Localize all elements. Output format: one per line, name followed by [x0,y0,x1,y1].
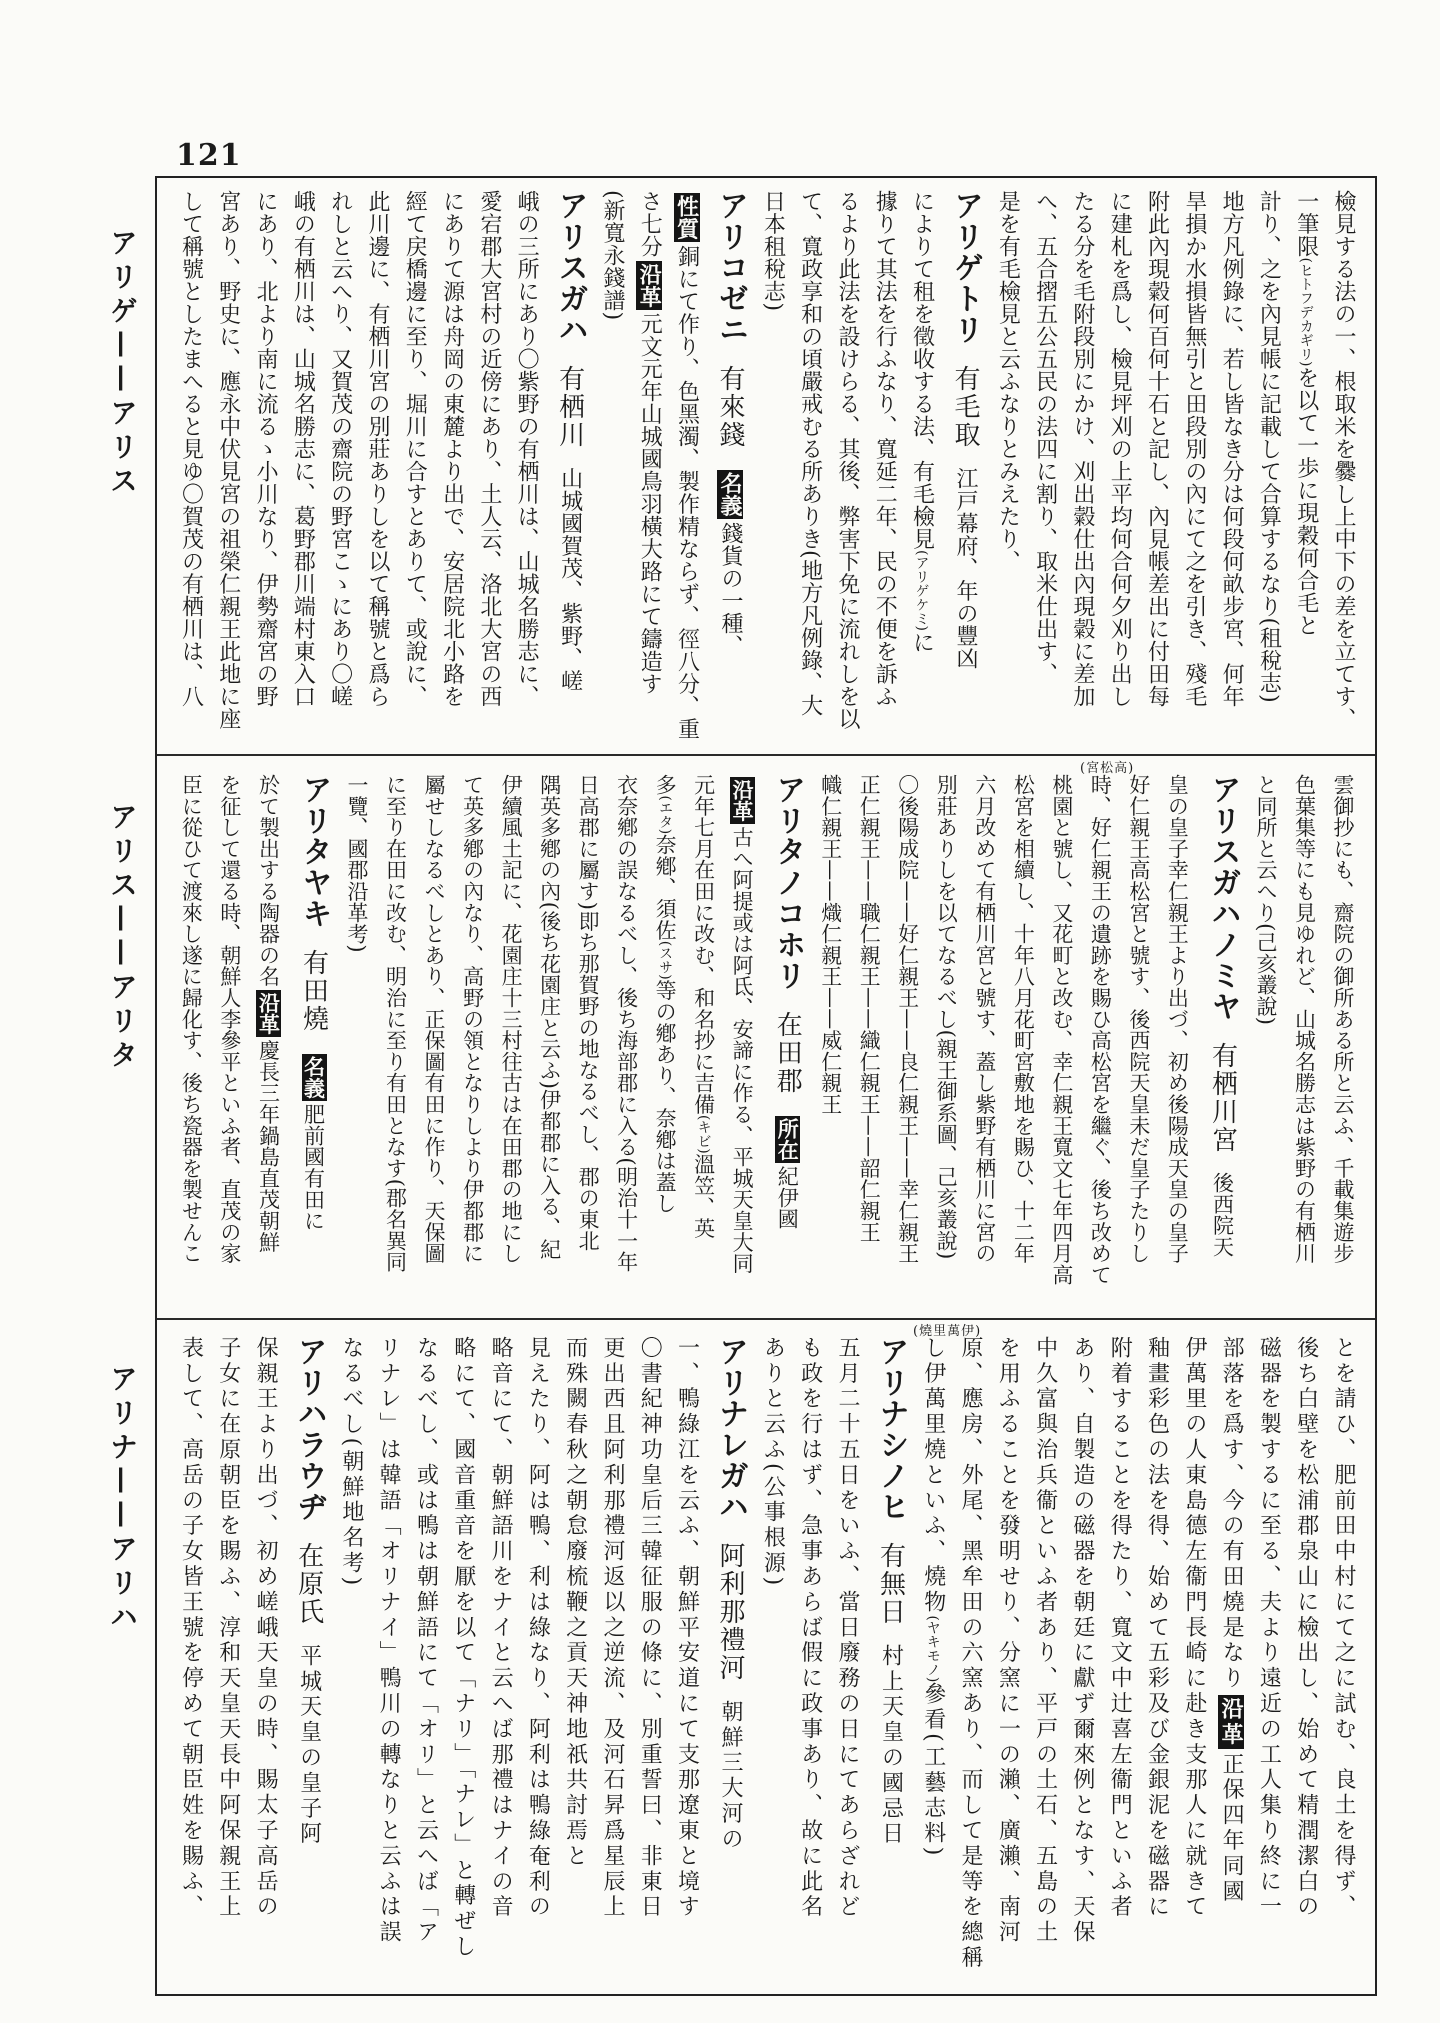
text-column [902,190,939,746]
entry-kanji: 阿利那禮河 [715,1542,746,1682]
reading-gloss: (スサ) [657,940,674,980]
entry-headword: アリハラウヂ [291,1336,327,1522]
text-column: なるべし、或は鴨は朝鮮語にて「オリ」と云へば「ア [413,1336,439,1946]
text-column: リナレ」は韓語「オリナイ」鴨川の轉なりと云ふは誤 [376,1336,402,1946]
text-column: 隅英多鄕の內(後ち花園庄と云ふ)伊都郡に入る、紀 [537,774,562,1260]
text-column: るより此法を設けらる、其後、弊害下免に流れしを以 [834,190,860,730]
text-column [645,774,684,1314]
text-band-middle [171,774,1361,1314]
entry-headword: アリナシノヒ [873,1336,909,1522]
entry-kanji: 有無日 [875,1542,906,1626]
body-text: 溫笠、英 [691,1153,716,1239]
text-column: を用ふることを發明せり、分窯に一の瀨、廣瀨、南河 [995,1336,1021,1946]
text-column: 檢見する法の一、根取米を爨し上中下の差を立てす、 [1331,190,1356,730]
entry-kanji: 有田燒 [298,949,329,1033]
text-column: て英多鄕の內なり、高野の領となりしより伊都郡に [460,774,485,1264]
body-text: 於て製出する陶器の名 [256,774,281,987]
text-column: に建札を爲し、檢見坪刈の上平均何合何夕刈り出し [1107,190,1133,708]
entry-heading-column [940,190,989,746]
text-column [667,190,704,746]
text-column: 幟仁親王——熾仁親王——威仁親王 [818,774,843,1115]
text-band-bottom [171,1336,1361,1990]
text-column: 磁器を製するに至る、夫より遠近の工人集り終に一 [1256,1336,1282,1921]
text-column: 日本租稅志) [760,190,786,312]
section-badge: 名義 [717,472,744,517]
running-head-middle: アリス——アリタ [106,802,139,1074]
band-divider [157,1318,1375,1320]
body-text: に [909,630,935,654]
text-column: 地方凡例錄に、若し皆なき分は何段何畝步宮、何年 [1219,190,1245,708]
body-text: 紀伊國 [775,1165,800,1230]
section-badge: 沿革 [730,779,756,822]
text-column: 一、鴨綠江を云ふ、朝鮮平安道にて支那遼東と境す [674,1336,700,1921]
text-column: 此川邊に、有栖川宮の別莊ありしを以て稱號と爲ら [364,190,390,708]
body-text: 肥前國有田に [301,1103,326,1232]
text-column: 色葉集等にも見ゆれど、山城名勝志は紫野の有栖川 [1292,774,1317,1264]
entry-heading-column [705,1336,754,1990]
body-text: 參看(工藝志料) [920,1682,946,1859]
entry-heading-column [705,190,754,746]
text-column [630,190,667,746]
body-text: 多 [653,774,678,796]
text-column: 日高郡に屬す)即ち那賀野の地なるべし、郡の東北 [576,774,601,1252]
text-column: 時、好仁親王の遺跡を賜ひ高松宮を繼ぐ、後ち改めて [1088,774,1113,1286]
text-column: 桃園と號し、又花町と改む、幸仁親王寬文七年四月高 [1049,774,1074,1286]
text-column: 屬せしなるべしとあり、正保圖有田に作り、天保圖 [422,774,447,1264]
text-column: ありと云ふ(公事根源) [760,1336,786,1589]
reading-gloss: (アリゲケミ) [913,550,930,631]
text-column: 據りて其法を行ふなり、寬延二年、民の不便を訴ふ [872,190,898,708]
entry-kanji: 有來錢 [715,365,746,449]
text-column: 附着することを得たり、寬文中辻喜左衞門といふ者 [1107,1336,1133,1921]
body-text: さ七分 [637,190,663,258]
entry-headword: アリゲトリ [948,190,984,345]
text-column: 六月改めて有栖川宮と號す、蓋し紫野有栖川に宮の [972,774,997,1264]
text-column: 〇後陽成院——好仁親王——良仁親王——幸仁親王 [895,774,920,1264]
text-column: (新寬永錢譜) [599,190,625,321]
text-column: 好仁親王高松宮と號す、後西院天皇未だ皇子たりし [1126,774,1151,1264]
entry-headword: アリタヤキ [296,774,332,929]
body-text: 慶長三年鍋島直茂朝鮮 [256,1039,281,1253]
running-head-bottom: アリナ——アリハ [106,1364,139,1636]
text-column: 伊萬里の人東島德左衞門長崎に赴き支那人に就きて [1181,1336,1207,1921]
section-badge: 性質 [673,195,700,240]
text-column: 是を有毛檢見と云ふなりとみえたり、 [995,190,1021,573]
section-badge: 沿革 [636,262,663,308]
reading-gloss: (ヤキモノ) [924,1615,941,1683]
text-column: 保親王より出づ、初め嵯峨天皇の時、賜太子高岳の [253,1336,279,1921]
text-column: 正仁親王——職仁親王——織仁親王——韶仁親王 [857,774,882,1243]
entry-heading-column [544,190,593,746]
text-column: 原、應房、外尾、黑牟田の六窯あり、而して是等を總稱 [958,1336,984,1971]
body-text: 元年七月在田に改む、和名抄に吉備 [691,774,716,1115]
text-column: 峨の三所にあり〇紫野の有栖川は、山城名勝志に、 [514,190,540,708]
entry-kanji: 有栖川 [554,365,585,449]
text-column: なるべし(朝鮮地名考) [338,1336,364,1589]
entry-note: 江戸幕府、年の豐凶 [953,467,979,670]
entry-kanji: 有毛取 [950,365,981,449]
text-column: 見えたり、阿は鴨、利は綠なり、阿利は鴨綠奄利の [525,1336,551,1921]
entry-note: 村上天皇の國忌日 [878,1644,904,1848]
body-text: 古へ阿提或は阿氐、安諦に作る、平城天皇大同 [730,826,755,1274]
text-column: も政を行はず、急事あらば假に政事あり、故に此名 [797,1336,823,1921]
section-badge: 沿革 [256,992,282,1035]
text-column: 宮あり、野史に、應永中伏見宮の祖榮仁親王此地に座 [215,190,241,730]
old-name-label: (燒里萬伊) [913,1324,982,1339]
text-column: 峨の有栖川は、山城名勝志に、葛野郡川端村東入口 [290,190,316,708]
section-badge: 所在 [775,1118,801,1161]
section-badge: 沿革 [1218,1696,1245,1748]
entry-heading-column [286,774,336,1314]
entry-kanji: 在田郡 [772,1011,803,1095]
text-column: 更出西且阿利那禮河返以之逆流、及河石昇爲星辰上 [599,1336,625,1921]
text-column: 計り、之を內見帳に記載して合算するなり(租稅志) [1256,190,1282,704]
text-column: 後ち白壁を松浦郡泉山に檢出し、始めて精潤潔白の [1293,1336,1319,1921]
dictionary-text-frame [155,176,1377,1996]
text-column: とを請ひ、肥前田中村にて之に試む、良土を得ず、 [1331,1336,1356,1921]
reading-gloss: (エタ) [657,795,674,835]
body-text: を以て一歩に現穀何合毛と [1293,366,1319,637]
section-badge: 名義 [301,1056,327,1099]
text-column: 〇書紀神功皇后三韓征服の條に、別重誓曰、非東日 [637,1336,663,1921]
text-column: へ、五合摺五公五民の法四に割り、取米仕出す、 [1032,190,1058,685]
text-column: と同所と云へり(己亥叢說) [1253,774,1278,1026]
text-column: 愛宕郡大宮村の近傍にあり、土人云、洛北大宮の西 [476,190,502,708]
entry-headword: アリスガハ [552,190,588,345]
text-column: 表して、高岳の子女皆王號を停めて朝臣姓を賜ふ、 [178,1336,204,1921]
text-column: 而殊闕春秋之朝怠廢梳鞭之貢天神地祇共討焉と [562,1336,588,1870]
text-column [683,774,722,1314]
body-text: 一筆限 [1293,190,1319,258]
body-text: 等の鄕あり、奈鄕は蓋し [653,979,678,1214]
entry-headword: アリタノコホリ [770,774,806,991]
entry-heading-column [1195,774,1245,1314]
entry-note: 山城國賀茂、紫野、嵯 [557,467,583,692]
text-column [248,774,287,1314]
text-column: 略にて、國音重音を厭を以て「ナリ」「ナレ」と轉ぜし [450,1336,476,1960]
body-text: によりて租を徵收する法、有毛檢見 [909,190,935,550]
body-text: し伊萬里燒といふ、燒物 [920,1336,946,1616]
text-column: 雲御抄にも、齋院の御所ある所と云ふ、千載集遊步 [1331,774,1355,1264]
running-head-top: アリゲ——アリス [106,228,139,500]
old-name-label: (宮松高) [1080,761,1135,776]
page-number: 121 [176,138,242,173]
text-column: れしと云へり、又賀茂の齋院の野宮こゝにあり〇嵯 [327,190,353,708]
reading-gloss: (キビ) [695,1114,712,1154]
text-band-top [171,190,1361,746]
body-text: 元文元年山城國鳥羽橫大路にて鑄造す [637,312,663,695]
band-divider [157,754,1375,756]
text-column [722,774,761,1314]
entry-kanji: 在原氏 [293,1542,324,1626]
text-column: 略音にて、朝鮮語川をナイと云へば那禮はナイの音 [488,1336,514,1921]
entry-heading-column [283,1336,332,1990]
entry-headword: アリナレガハ [713,1336,749,1522]
text-column: 子女に在原朝臣を賜ふ、淳和天皇天長中阿保親王上 [215,1336,241,1921]
entry-headword: アリコゼニ [713,190,749,345]
entry-heading-column [760,774,810,1314]
text-column: 經て戻橋邊に至り、堀川に合すとありて、或說に、 [402,190,428,708]
text-column: して稱號としたまへると見ゆ〇賀茂の有栖川は、八 [178,190,204,708]
reading-gloss: (ヒトフデカギリ) [1297,257,1314,367]
body-text: 錢貨の一種、 [718,522,744,657]
text-column: に至り在田に改む、明治に至り有田となす(郡名異同 [383,774,408,1273]
text-column [1286,190,1323,746]
text-column: 別莊ありしを以てなるべし(親王御系圖、己亥叢說) [934,774,959,1260]
text-column [1212,1336,1249,1990]
text-column: 伊續風土記に、花園庄十三村往古は在田郡の地にし [499,774,524,1264]
text-column: 中久富與治兵衞といふ者あり、平戸の土石、五島の土 [1032,1336,1058,1946]
text-column: 一覽、國郡沿革考) [345,774,370,953]
text-column: 衣奈鄕の誤なるべし、後ち海部郡に入る(明治十一年 [614,774,639,1273]
entry-headword: アリスガハノミヤ [1205,774,1241,1022]
text-column: 旱損か水損皆無引と田段別の內にて之を引き、殘毛 [1181,190,1207,708]
body-text: 部落を爲す、今の有田燒是なり [1219,1336,1245,1692]
text-column: あり、自製造の磁器を朝廷に獻ず爾來例となす、天保 [1069,1336,1095,1946]
text-column: にありて源は舟岡の東麓より出で、安居院北小路を [439,190,465,708]
text-column: 五月二十五日をいふ、當日廢務の日にてあらざれど [834,1336,860,1921]
body-text: 銅にて作り、色黑濁、製作精ならず、徑八分、重 [674,245,700,740]
text-column [913,1336,950,1990]
body-text: 正保四年同國 [1219,1752,1245,1905]
body-text: 奈鄕、須佐 [653,834,678,941]
text-column: て、寬政享和の頃嚴戒むる所ありき(地方凡例錄、大 [797,190,823,717]
entry-note: 平城天皇の皇子阿 [296,1644,322,1848]
text-column: 松宮を相續し、十年八月花町宮敷地を賜ひ、十二年 [1011,774,1036,1264]
text-column: 皇の皇子幸仁親王より出づ、初め後陽成天皇の皇子 [1165,774,1190,1264]
text-column: 臣に從ひて渡來し遂に歸化す、後ち瓷器を製せんこ [179,774,204,1264]
text-column: 附此內現糓何百何十石と記し、內見帳差出に付田每 [1144,190,1170,708]
text-column: たる分を毛附段別にかけ、刈出糓仕出內現糓に差加 [1069,190,1095,708]
entry-heading-column [865,1336,914,1990]
text-column: にあり、北より南に流るゝ小川なり、伊勢齋宮の野 [253,190,279,708]
text-column: を征して還る時、朝鮮人李參平といふ者、直茂の家 [217,774,242,1264]
entry-note: 後西院天 [1210,1172,1235,1258]
text-column: 釉畫彩色の法を得、始めて五彩及び金銀泥を磁器に [1144,1336,1170,1921]
entry-note: 朝鮮三大河の [718,1700,744,1853]
entry-kanji: 有栖川宮 [1207,1042,1238,1154]
